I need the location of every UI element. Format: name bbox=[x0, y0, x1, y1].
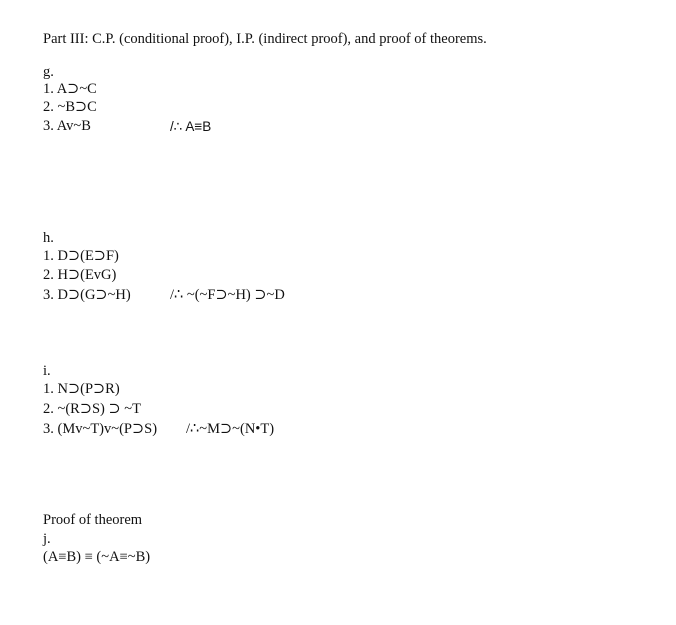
problem-g-premise-1: 1. A⊃~C bbox=[43, 81, 97, 97]
problem-i-premise-3: 3. (Mv~T)v~(P⊃S) bbox=[43, 421, 158, 437]
problem-i-premise-2: 2. ~(R⊃S) ⊃ ~T bbox=[43, 401, 141, 417]
problem-g-premise-3: 3. Av~B bbox=[43, 118, 91, 134]
problem-h-label: h. bbox=[43, 230, 54, 246]
problem-g-conclusion: /∴ A≡B bbox=[170, 119, 212, 134]
page-heading: Part III: C.P. (conditional proof), I.P. (indirect proof), and proof of theorems. bbox=[43, 31, 487, 47]
problem-g-label: g. bbox=[43, 64, 54, 80]
problem-g-premise-2: 2. ~B⊃C bbox=[43, 99, 97, 115]
problem-h-conclusion: /∴ ~(~F⊃~H) ⊃~D bbox=[170, 287, 285, 303]
theorem-statement: (A≡B) ≡ (~A≡~B) bbox=[43, 549, 151, 565]
problem-h-premise-3: 3. D⊃(G⊃~H) bbox=[43, 287, 131, 303]
theorem-label: j. bbox=[43, 531, 51, 547]
problem-i-label: i. bbox=[43, 363, 51, 379]
problem-h-premise-2: 2. H⊃(EvG) bbox=[43, 267, 117, 283]
problem-h-premise-1: 1. D⊃(E⊃F) bbox=[43, 248, 119, 264]
theorem-heading: Proof of theorem bbox=[43, 512, 143, 528]
problem-i-conclusion: /∴~M⊃~(N•T) bbox=[186, 421, 275, 437]
problem-i-premise-1: 1. N⊃(P⊃R) bbox=[43, 381, 120, 397]
